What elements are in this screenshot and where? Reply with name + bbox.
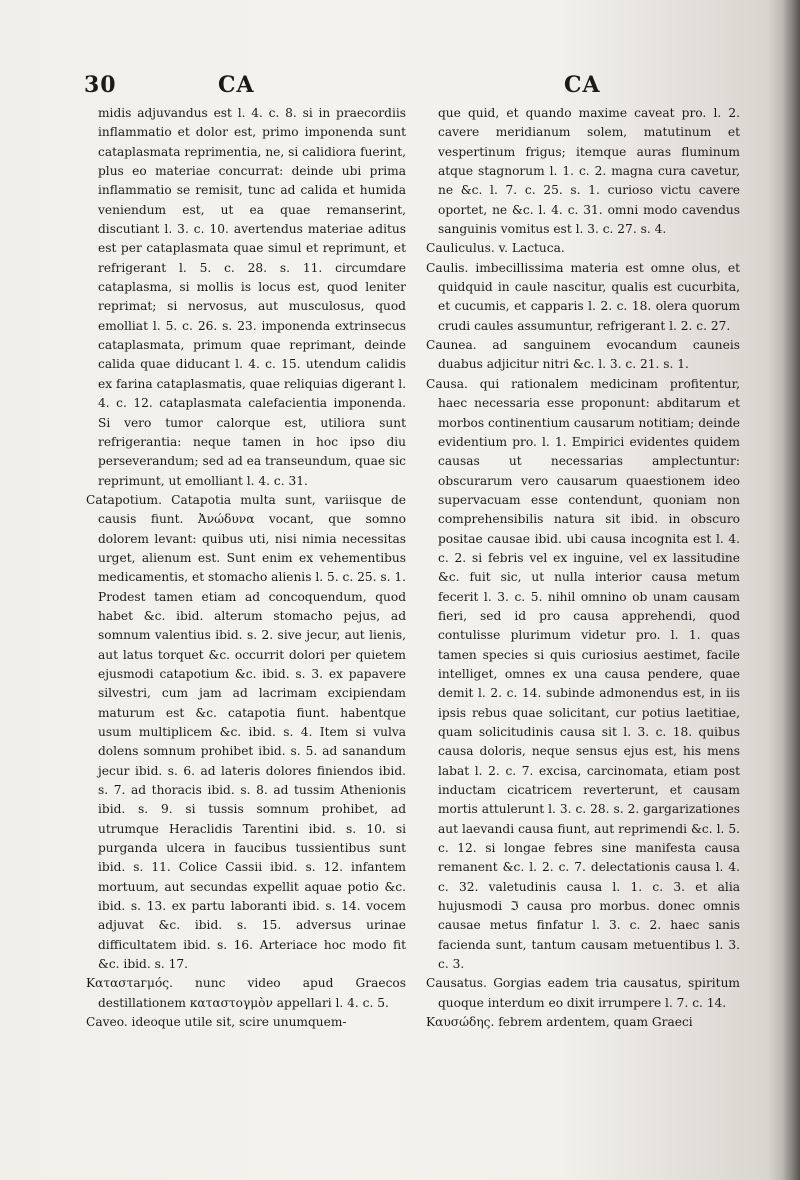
entry-continuation: midis adjuvandus est l. 4. c. 8. si in praecordiis inflammatio et dolor est, primo imponenda sunt cataplasmata reprimentia, ne, si calidiora fuerint, plus eo materiae concurrat: deinde ubi prima inflammatio se remisit, tunc ad calida et humida veniendum est, ut ea quae remanserint, discutiant l. 3. c. 10. avertendus materiae aditus est per cataplasmata quae simul et reprimunt, et refrigerant l. 5. c. 28. s. 11. circumdare cataplasma, si mollis is locus est, quod leniter reprimat; si nervosus, aut musculosus, quod emolliat l. 5. c. 26. s. 23. imponenda extrinsecus cataplasmata, primum quae reprimant, deinde calida quae diducant l. 4. c. 15. utendum calidis ex farina cataplasmatis, quae reliquias digerant l. 4. c. 12. cataplasmata calefacientia imponenda. Si vero tumor calorque est, utiliora sunt refrigerantia: neque tamen in hoc ipso diu perseverandum; sed ad ea transeundum, quae sic reprimunt, ut emolliant l. 4. c. 31. [98, 106, 406, 488]
running-header [0, 72, 800, 102]
entry-causa: Causa. qui rationalem medicinam profitentur, haec necessaria esse proponunt: abditarum et morbos continentium causarum notitiam; deinde evidentium pro. l. 1. Empirici evidentes quidem causas ut necessarias amplectuntur: obscurarum vero causarum quaestionem ideo supervacuam esse contendunt, quoniam non comprehensibilis natura sit ibid. in obscuro positae causae ibid. ubi causa incognita est l. 4. c. 2. si febris vel ex inguine, vel ex lassitudine &c. fuit sic, ut nulla interior causa metum fecerit l. 3. c. 5. nihil omnino ob unam causam fieri, sed id pro causa apprehendi, quod contulisse plurimum videtur pro. l. 1. quas tamen species si quis curiosius aestimet, facile intelliget, omnes ex una causa pendere, quae demit l. 2. c. 14. subinde admonendus est, in iis ipsis rebus quae solicitant, cur potius laetitiae, quam solicitudinis causa sit l. 3. c. 18. quibus causa doloris, neque sensus ejus est, his mens labat l. 2. c. 7. excisa, carcinomata, etiam post inductam cicatricem reverterunt, et causam mortis attulerunt l. 3. c. 28. s. 2. gargarizationes aut laevandi causa fiunt, aut reprimendi &c. l. 5. c. 12. si longae febres sine manifesta causa remanent &c. l. 2. c. 7. delectationis causa l. 4. c. 32. valetudinis causa l. 1. c. 3. et alia hujusmodi ℑ causa pro morbus. donec omnis causae metus finfatur l. 3. c. 2. haec sanis facienda sunt, tantum causam metuentibus l. 3. c. 3. [426, 376, 740, 972]
entry-causatus: Causatus. Gorgias eadem tria causatus, spiritum quoque interdum eo dixit irrumpere l. 7. c. 14. [426, 976, 740, 1010]
left-running-head: CA [218, 72, 255, 98]
entry-kausodes: Καυσώδης. febrem ardentem, quam Graeci [426, 1015, 693, 1030]
entry-caulis: Caulis. imbecillissima materia est omne olus, et quidquid in caule nascitur, qualis est cucurbita, et cucumis, et capparis l. 2. c. 18. olera quorum crudi caules assumuntur, refrigerant l. 2. c. 27. [426, 260, 740, 333]
left-column [86, 104, 406, 1174]
entry-caunea: Caunea. ad sanguinem evocandum cauneis duabus adjicitur nitri &c. l. 3. c. 21. s. 1. [426, 338, 740, 372]
page-spine-shadow [782, 0, 800, 1180]
page-number: 30 [84, 72, 117, 98]
entry-cauliculus: Cauliculus. v. Lactuca. [426, 241, 565, 256]
entry-caveo: Caveo. ideoque utile sit, scire unumquem- [86, 1015, 347, 1030]
right-column [426, 104, 740, 1174]
entry-continuation: que quid, et quando maxime caveat pro. l. 2. cavere meridianum solem, matutinum et vespertinum frigus; itemque auras fluminum atque stagnorum l. 1. c. 2. magna cura cavetur, ne &c. l. 7. c. 25. s. 1. curioso victu cavere oportet, ne &c. l. 4. c. 31. omni modo cavendus sanguinis vomitus est l. 3. c. 27. s. 4. [438, 106, 740, 237]
entry-katastagmos: Καταστагμός. nunc video apud Graecos destillationem καταστογμὸν appellari l. 4. c. 5. [86, 976, 406, 1010]
right-running-head: CA [564, 72, 601, 98]
entry-catapotium: Catapotium. Catapotia multa sunt, variisque de causis fiunt. Ἀνώδυνα vocant, que somno dolorem levant: quibus uti, nisi nimia necessitas urget, alienum est. Sunt enim ex vehementibus medicamentis, et stomacho alienis l. 5. c. 25. s. 1. Prodest tamen etiam ad concoquendum, quod habet &c. ibid. alterum stomacho pejus, ad somnum valentius ibid. s. 2. sive jecur, aut lienis, aut latus torquet &c. occurrit dolori per quietem ejusmodi catapotium &c. ibid. s. 3. ex papavere silvestri, cum jam ad lacrimam excipiendam maturum est &c. catapotia fiunt. habentque usum multiplicem &c. ibid. s. 4. Item si vulva dolens somnum prohibet ibid. s. 5. ad sanandum jecur ibid. s. 6. ad lateris dolores finiendos ibid. s. 7. ad thoracis ibid. s. 8. ad tussim Athenionis ibid. s. 9. si tussis somnum prohibet, ad utrumque Heraclidis Tarentini ibid. s. 10. si purganda ulcera in faucibus tussientibus sunt ibid. s. 11. Colice Cassii ibid. s. 12. infantem mortuum, aut secundas expellit aquae potio &c. ibid. s. 13. ex partu laboranti ibid. s. 14. vocem adjuvat &c. ibid. s. 15. adversus urinae difficultatem ibid. s. 16. Arteriace hoc modo fit &c. ibid. s. 17. [86, 492, 406, 972]
